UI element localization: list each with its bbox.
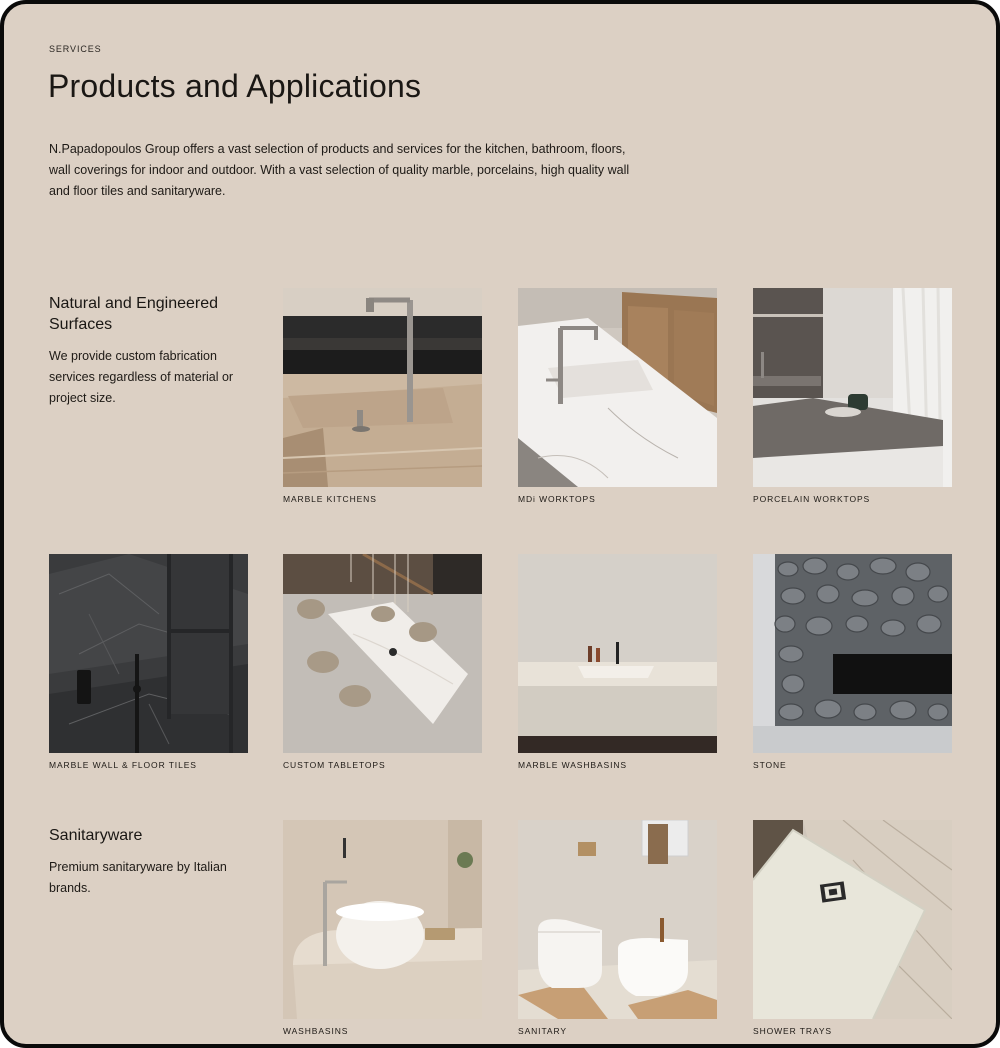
product-label[interactable]: MARBLE WALL & FLOOR TILES <box>49 760 197 770</box>
product-label[interactable]: MARBLE KITCHENS <box>283 494 377 504</box>
product-card-porcelain-worktops[interactable] <box>753 288 952 504</box>
product-card-custom-tabletops[interactable] <box>283 554 482 770</box>
section-eyebrow: SERVICES <box>49 44 102 54</box>
product-image-marble-wall-floor-tiles[interactable] <box>49 554 248 753</box>
product-card-marble-kitchens[interactable] <box>283 288 482 504</box>
product-image-sanitary[interactable] <box>518 820 717 1019</box>
product-card-marble-washbasins[interactable] <box>518 554 717 770</box>
intro-paragraph: N.Papadopoulos Group offers a vast selection of products and services for the kitchen, bathroom, floors, wall coverings for indoor and outdoor. With a vast selection of quality marble, porcelains, high quality wall and floor tiles and sanitaryware. <box>49 142 630 198</box>
page-title: Products and Applications <box>48 68 422 104</box>
product-label[interactable]: WASHBASINS <box>283 1026 349 1036</box>
product-label[interactable]: STONE <box>753 760 787 770</box>
product-card-washbasins[interactable] <box>283 820 482 1036</box>
product-card-marble-wall-floor-tiles[interactable] <box>49 554 248 770</box>
product-card-shower-trays[interactable] <box>753 820 952 1036</box>
product-label[interactable]: SHOWER TRAYS <box>753 1026 832 1036</box>
product-image-porcelain-worktops[interactable] <box>753 288 952 487</box>
product-image-washbasins[interactable] <box>283 820 482 1019</box>
product-label[interactable]: PORCELAIN WORKTOPS <box>753 494 871 504</box>
product-image-marble-washbasins[interactable] <box>518 554 717 753</box>
product-image-mdi-worktops[interactable] <box>518 288 717 487</box>
product-label[interactable]: CUSTOM TABLETOPS <box>283 760 386 770</box>
product-card-stone[interactable] <box>753 554 952 770</box>
product-label[interactable]: MARBLE WASHBASINS <box>518 760 627 770</box>
product-card-sanitary[interactable] <box>518 820 717 1036</box>
product-image-stone[interactable] <box>753 554 952 753</box>
category-description-surfaces: We provide custom fabrication services regardless of material or project size. <box>49 349 234 405</box>
category-title-surfaces: Natural and Engineered Surfaces <box>49 295 219 333</box>
product-image-shower-trays[interactable] <box>753 820 952 1019</box>
category-title-sanitaryware: Sanitaryware <box>49 827 143 844</box>
product-card-mdi-worktops[interactable] <box>518 288 717 504</box>
product-label[interactable]: MDi WORKTOPS <box>518 494 596 504</box>
product-image-marble-kitchens[interactable] <box>283 288 482 487</box>
product-image-custom-tabletops[interactable] <box>283 554 482 753</box>
product-label[interactable]: SANITARY <box>518 1026 567 1036</box>
category-description-sanitaryware: Premium sanitaryware by Italian brands. <box>49 860 227 895</box>
